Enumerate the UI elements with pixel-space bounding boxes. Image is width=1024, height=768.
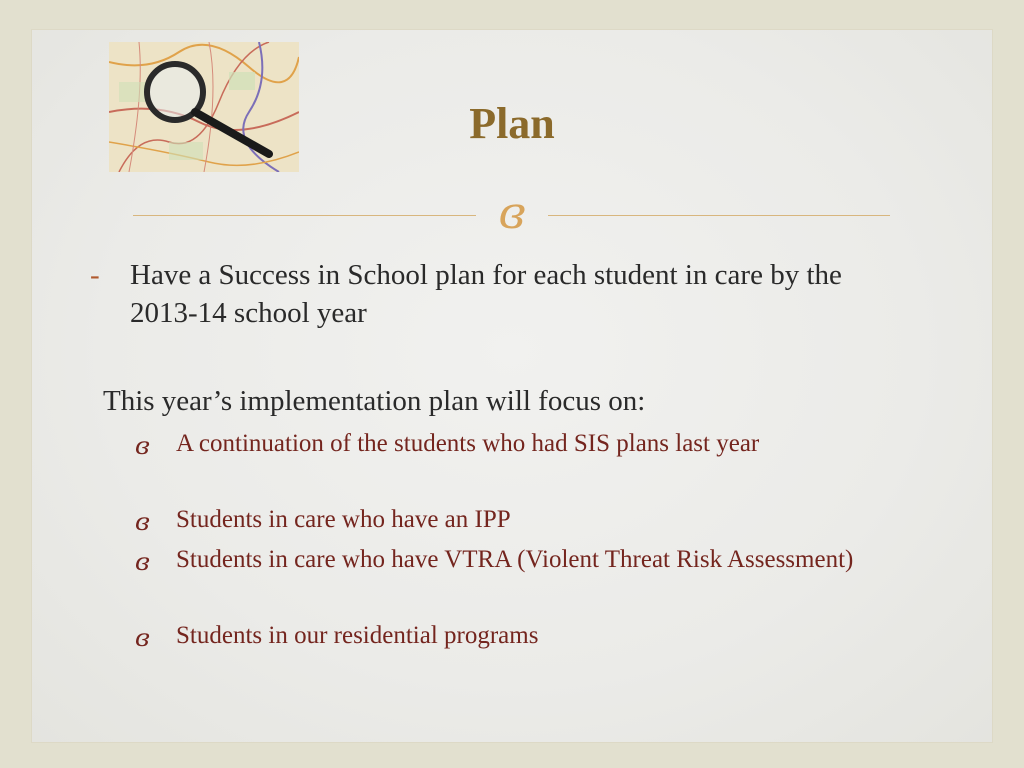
svg-text:ɞ: ɞ <box>135 624 150 652</box>
sub-bullet-text: Students in care who have VTRA (Violent Threat Risk Assessment) <box>176 546 854 573</box>
map-magnifier-image <box>109 42 299 172</box>
svg-text:ɞ: ɞ <box>135 548 150 576</box>
divider-line <box>548 215 890 216</box>
svg-text:ɞ: ɞ <box>498 192 526 236</box>
svg-text:ɞ: ɞ <box>135 432 150 460</box>
magnifying-glass-icon <box>109 42 299 172</box>
ornament-icon <box>476 192 548 236</box>
sub-bullet-text: Students in care who have an IPP <box>176 506 511 533</box>
svg-text:ɞ: ɞ <box>135 508 150 536</box>
divider-line <box>133 215 476 216</box>
sub-bullet-icon <box>133 430 173 460</box>
bullet-text: Have a Success in School plan for each student in care by the 2013-14 school year <box>130 259 842 329</box>
slide-title: Plan <box>469 99 555 148</box>
sub-bullet-text: A continuation of the students who had SIS plans last year <box>176 430 760 457</box>
bullet-marker: - <box>90 259 100 291</box>
sub-bullet-icon <box>133 546 173 576</box>
intro-text: This year’s implementation plan will focus on: <box>103 385 646 417</box>
sub-bullet-icon <box>133 622 173 652</box>
sub-bullet-text: Students in our residential programs <box>176 622 539 649</box>
sub-bullet-icon <box>133 506 173 536</box>
